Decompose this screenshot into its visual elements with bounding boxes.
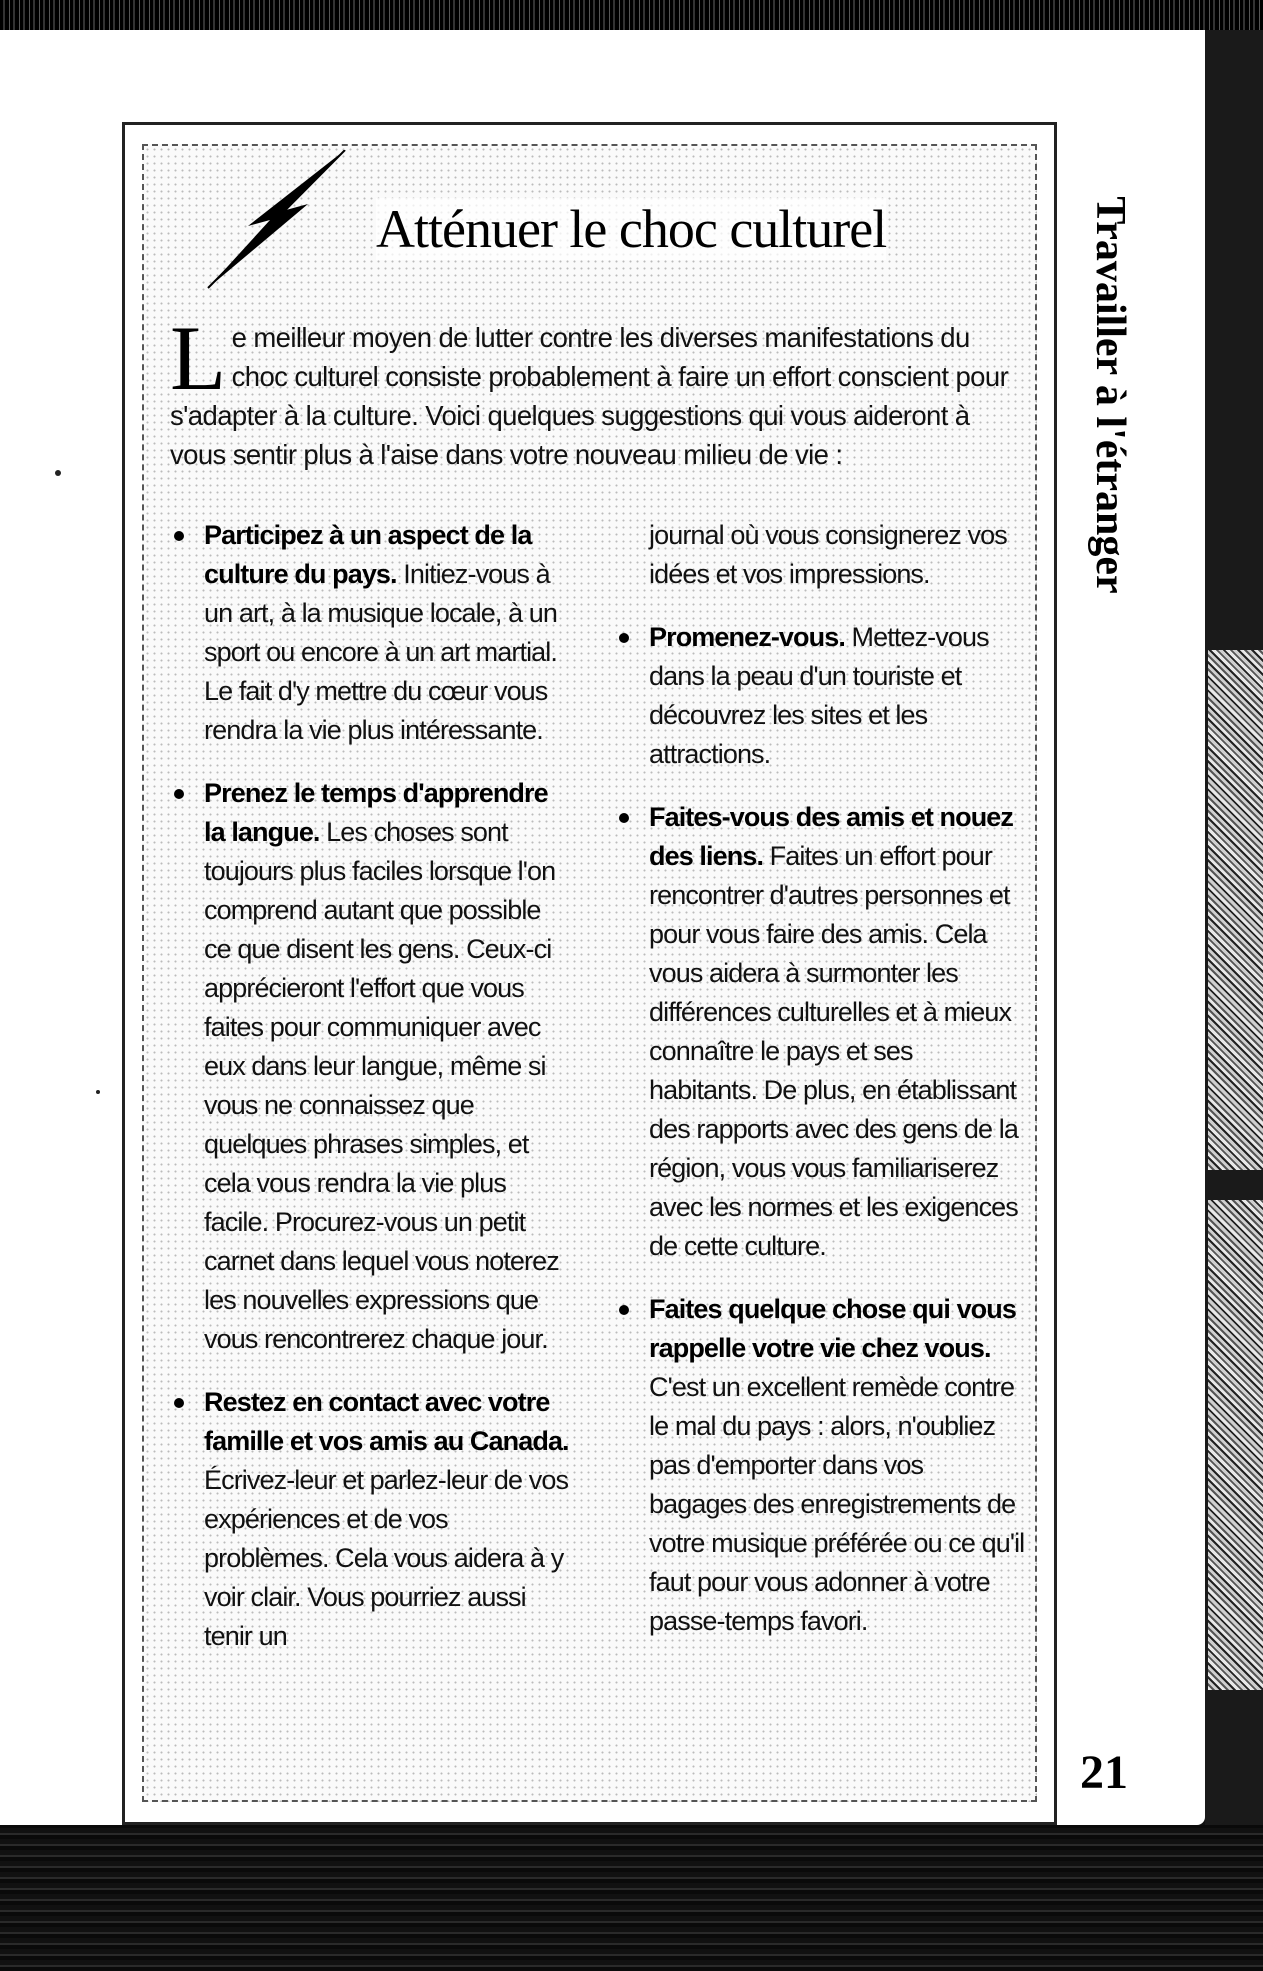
intro-paragraph: [170, 307, 1015, 474]
speck: [55, 470, 61, 476]
list-item: [615, 618, 1025, 774]
page-number: 21: [1080, 1746, 1128, 1799]
left-column: [170, 516, 570, 1680]
item-body: Initiez-vous à un art, à la musique locale, à un sport ou encore à un art martial. Le fait d'y mettre du cœur vous rendra la vie plus intéressante.: [204, 559, 558, 745]
page-title: Atténuer le choc culturel: [376, 199, 887, 259]
list-item: [170, 516, 570, 750]
intro-text: e meilleur moyen de lutter contre les diverses manifestations du choc culturel consiste probablement à faire un effort conscient pour s'adapter à la culture. Voici quelques suggestions qui vous aideront à vous sentir plus à l'aise dans votre nouveau milieu de vie :: [170, 322, 1009, 470]
item-heading: Promenez-vous.: [649, 622, 845, 652]
speck: [96, 1090, 100, 1094]
item-body: Les choses sont toujours plus faciles lorsque l'on comprend autant que possible ce que disent les gens. Ceux-ci apprécieront l'effort que vous faites pour communiquer avec eux dans leur langue, même si vous ne connaissez que quelques phrases simples, et cela vous rendra la vie plus facile. Procurez-vous un petit carnet dans lequel vous noterez les nouvelles expressions que vous rencontrerez chaque jour.: [204, 817, 559, 1354]
list-item: [170, 1383, 570, 1656]
bullet-dot: [619, 1305, 629, 1315]
continued-text: journal où vous consignerez vos idées et vos impressions.: [649, 520, 1007, 589]
item-heading: Participez à un aspect de la culture du pays.: [204, 520, 532, 589]
running-header: [1075, 160, 1145, 630]
list-item: [615, 1290, 1025, 1641]
item-body: C'est un excellent remède contre le mal du pays : alors, n'oubliez pas d'emporter dans vos bagages des enregistrements de votre musique préférée ou ce qu'il faut pour vous adonner à votre passe-temps favori.: [649, 1372, 1025, 1636]
item-body: Mettez-vous dans la peau d'un touriste et découvrez les sites et les attractions.: [649, 622, 989, 769]
lightning-bolt-icon: [200, 150, 350, 290]
bullet-dot: [619, 813, 629, 823]
list-item: [615, 798, 1025, 1266]
item-heading: Restez en contact avec votre famille et vos amis au Canada.: [204, 1387, 569, 1456]
item-body: Faites un effort pour rencontrer d'autres personnes et pour vous faire des amis. Cela vous aidera à surmonter les différences culturelles et à mieux connaître le pays et ses habitants. De plus, en établissant des rapports avec des gens de la région, vous vous familiariserez avec les normes et les exigences de cette culture.: [649, 841, 1018, 1261]
item-heading: Prenez le temps d'apprendre la langue.: [204, 778, 548, 847]
scan-bottom-edge: [0, 1825, 1263, 1971]
running-header-text: Travailler à l'étranger: [1087, 196, 1133, 594]
drop-cap: L: [170, 307, 226, 409]
item-body: Écrivez-leur et parlez-leur de vos expériences et de vos problèmes. Cela vous aidera à y voir clair. Vous pourriez aussi tenir un: [204, 1465, 569, 1651]
thumb-tab-lower: [1208, 1200, 1263, 1690]
item-heading: Faites quelque chose qui vous rappelle votre vie chez vous.: [649, 1294, 1016, 1363]
title-block: [200, 150, 1020, 290]
bullet-dot: [619, 633, 629, 643]
right-column: [615, 516, 1025, 1665]
item-heading: Faites-vous des amis et nouez des liens.: [649, 802, 1014, 871]
bullet-dot: [174, 1398, 184, 1408]
bullet-dot: [174, 531, 184, 541]
thumb-tab-upper: [1208, 650, 1263, 1170]
list-item: [170, 774, 570, 1359]
bullet-dot: [174, 789, 184, 799]
